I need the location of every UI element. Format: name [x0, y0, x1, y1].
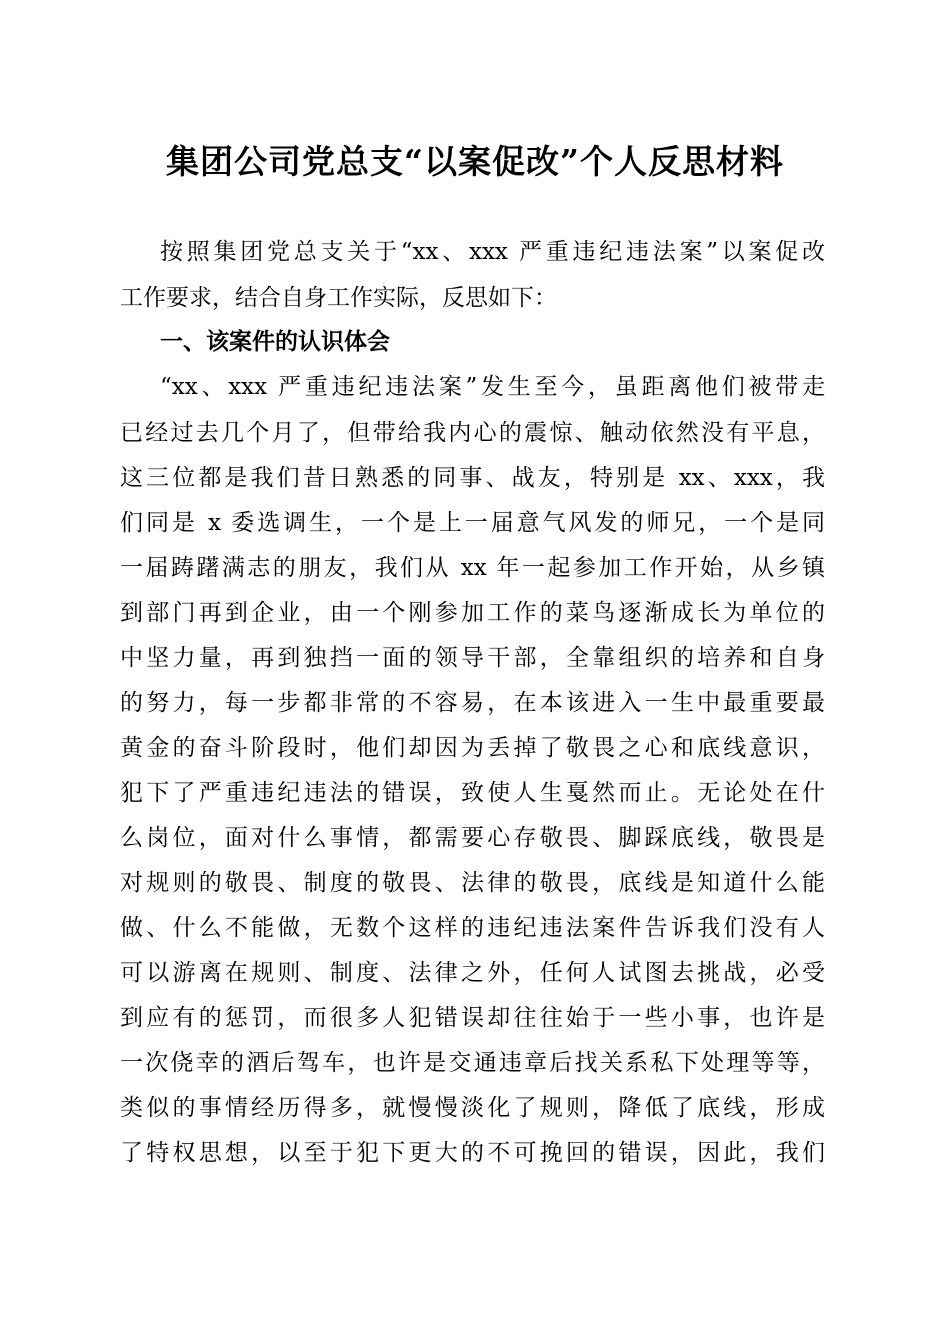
paragraph-line-18: 了特权思想，以至于犯下更大的不可挽回的错误，因此，我们 [120, 1140, 825, 1166]
paragraph-line-17: 类似的事情经历得多，就慢慢淡化了规则，降低了底线，形成 [120, 1095, 825, 1121]
intro-line-2: 工作要求，结合自身工作实际，反思如下： [120, 285, 557, 311]
paragraph-line-3: 这三位都是我们昔日熟悉的同事、战友，特别是 xx、xxx，我 [120, 465, 825, 491]
paragraph-line-1: “xx、xxx 严重违纪违法案”发生至今，虽距离他们被带走 [160, 374, 825, 400]
paragraph-line-12: 对规则的敬畏、制度的敬畏、法律的敬畏，底线是知道什么能 [120, 870, 825, 896]
document-title: 集团公司党总支“以案促改”个人反思材料 [166, 142, 784, 181]
paragraph-line-6: 到部门再到企业，由一个刚参加工作的菜鸟逐渐成长为单位的 [120, 600, 825, 626]
paragraph-line-8: 的努力，每一步都非常的不容易，在本该进入一生中最重要最 [120, 690, 825, 716]
intro-line-1: 按照集团党总支关于“xx、xxx 严重违纪违法案”以案促改 [160, 239, 825, 265]
paragraph-line-7: 中坚力量，再到独挡一面的领导干部，全靠组织的培养和自身 [120, 645, 825, 671]
paragraph-line-5: 一届踌躇满志的朋友，我们从 xx 年一起参加工作开始，从乡镇 [120, 555, 825, 581]
paragraph-line-11: 么岗位，面对什么事情，都需要心存敬畏、脚踩底线，敬畏是 [120, 825, 825, 851]
paragraph-line-9: 黄金的奋斗阶段时，他们却因为丢掉了敬畏之心和底线意识， [120, 735, 825, 761]
paragraph-line-2: 已经过去几个月了，但带给我内心的震惊、触动依然没有平息， [120, 420, 825, 446]
paragraph-line-4: 们同是 x 委选调生，一个是上一届意气风发的师兄，一个是同 [120, 510, 825, 536]
paragraph-line-13: 做、什么不能做，无数个这样的违纪违法案件告诉我们没有人 [120, 915, 825, 941]
paragraph-line-14: 可以游离在规则、制度、法律之外，任何人试图去挑战，必受 [120, 960, 825, 986]
paragraph-line-15: 到应有的惩罚，而很多人犯错误却往往始于一些小事，也许是 [120, 1005, 825, 1031]
paragraph-line-16: 一次侥幸的酒后驾车，也许是交通违章后找关系私下处理等等， [120, 1050, 825, 1076]
paragraph-line-10: 犯下了严重违纪违法的错误，致使人生戛然而止。无论处在什 [120, 780, 825, 806]
section-heading: 一、该案件的认识体会 [160, 329, 390, 355]
